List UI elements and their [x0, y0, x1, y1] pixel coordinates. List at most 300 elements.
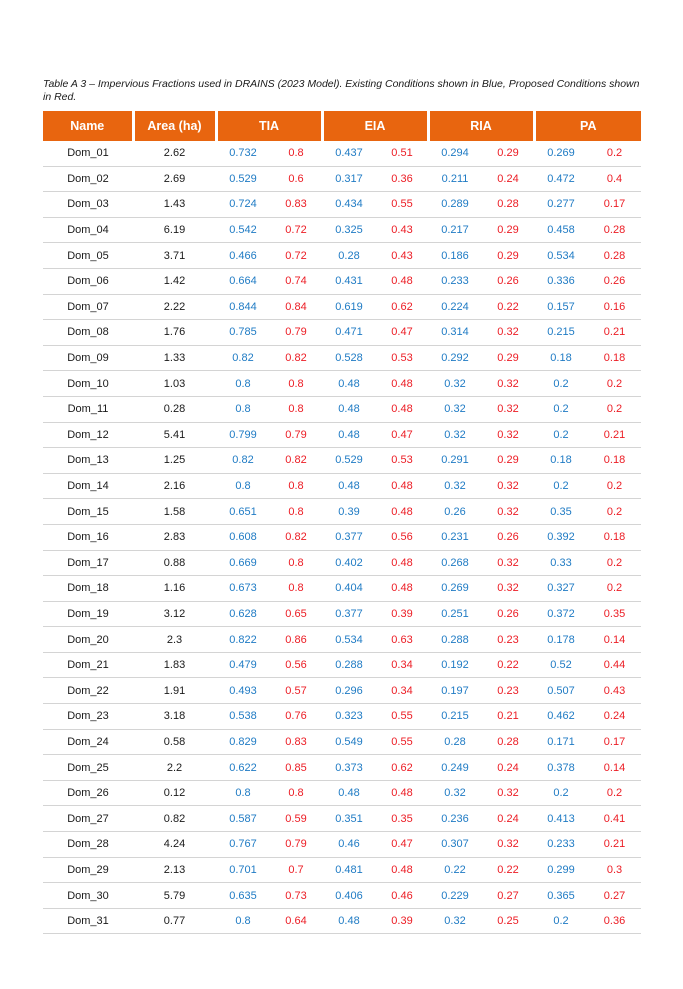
ria-proposed-cell: 0.29 [482, 345, 534, 371]
table-row [43, 524, 641, 550]
tia-existing-cell: 0.466 [216, 243, 270, 269]
name-cell: Dom_08 [43, 320, 133, 346]
pa-proposed-cell: 0.24 [588, 704, 641, 730]
eia-existing-cell: 0.46 [322, 832, 376, 858]
tia-proposed-cell: 0.7 [270, 857, 322, 883]
area-cell: 2.3 [133, 627, 216, 653]
name-cell: Dom_24 [43, 729, 133, 755]
pa-proposed-cell: 0.17 [588, 192, 641, 218]
ria-proposed-cell: 0.32 [482, 576, 534, 602]
tia-proposed-cell: 0.74 [270, 268, 322, 294]
table-row [43, 396, 641, 422]
tia-existing-cell: 0.767 [216, 832, 270, 858]
table-row [43, 473, 641, 499]
ria-existing-cell: 0.229 [428, 883, 482, 909]
name-cell: Dom_09 [43, 345, 133, 371]
tia-proposed-cell: 0.79 [270, 832, 322, 858]
table-row [43, 832, 641, 858]
tia-proposed-cell: 0.57 [270, 678, 322, 704]
eia-proposed-cell: 0.35 [376, 806, 428, 832]
pa-existing-cell: 0.18 [534, 448, 588, 474]
name-cell: Dom_02 [43, 166, 133, 192]
eia-existing-cell: 0.549 [322, 729, 376, 755]
pa-existing-cell: 0.233 [534, 832, 588, 858]
eia-existing-cell: 0.288 [322, 652, 376, 678]
ria-proposed-cell: 0.28 [482, 729, 534, 755]
ria-proposed-cell: 0.32 [482, 371, 534, 397]
area-cell: 2.22 [133, 294, 216, 320]
pa-proposed-cell: 0.36 [588, 908, 641, 934]
eia-existing-cell: 0.48 [322, 908, 376, 934]
area-cell: 0.77 [133, 908, 216, 934]
ria-existing-cell: 0.32 [428, 371, 482, 397]
tia-proposed-cell: 0.8 [270, 141, 322, 166]
pa-existing-cell: 0.33 [534, 550, 588, 576]
tia-proposed-cell: 0.8 [270, 499, 322, 525]
eia-existing-cell: 0.28 [322, 243, 376, 269]
eia-existing-cell: 0.528 [322, 345, 376, 371]
eia-existing-cell: 0.619 [322, 294, 376, 320]
pa-existing-cell: 0.215 [534, 320, 588, 346]
eia-proposed-cell: 0.47 [376, 320, 428, 346]
eia-existing-cell: 0.377 [322, 601, 376, 627]
tia-existing-cell: 0.8 [216, 780, 270, 806]
tia-proposed-cell: 0.64 [270, 908, 322, 934]
tia-existing-cell: 0.628 [216, 601, 270, 627]
pa-proposed-cell: 0.35 [588, 601, 641, 627]
ria-proposed-cell: 0.22 [482, 857, 534, 883]
eia-proposed-cell: 0.48 [376, 473, 428, 499]
eia-existing-cell: 0.529 [322, 448, 376, 474]
table-row [43, 217, 641, 243]
ria-proposed-cell: 0.24 [482, 806, 534, 832]
table-row [43, 550, 641, 576]
pa-proposed-cell: 0.18 [588, 345, 641, 371]
name-cell: Dom_21 [43, 652, 133, 678]
ria-existing-cell: 0.269 [428, 576, 482, 602]
ria-proposed-cell: 0.26 [482, 601, 534, 627]
ria-existing-cell: 0.314 [428, 320, 482, 346]
pa-proposed-cell: 0.43 [588, 678, 641, 704]
area-cell: 1.58 [133, 499, 216, 525]
name-cell: Dom_03 [43, 192, 133, 218]
ria-existing-cell: 0.249 [428, 755, 482, 781]
area-cell: 3.12 [133, 601, 216, 627]
ria-proposed-cell: 0.29 [482, 448, 534, 474]
ria-existing-cell: 0.22 [428, 857, 482, 883]
pa-proposed-cell: 0.2 [588, 499, 641, 525]
pa-existing-cell: 0.534 [534, 243, 588, 269]
eia-proposed-cell: 0.39 [376, 908, 428, 934]
pa-existing-cell: 0.378 [534, 755, 588, 781]
eia-proposed-cell: 0.48 [376, 371, 428, 397]
tia-existing-cell: 0.479 [216, 652, 270, 678]
name-cell: Dom_28 [43, 832, 133, 858]
table-row [43, 576, 641, 602]
eia-proposed-cell: 0.34 [376, 678, 428, 704]
area-cell: 1.16 [133, 576, 216, 602]
eia-proposed-cell: 0.55 [376, 729, 428, 755]
header-eia: EIA [322, 111, 428, 141]
eia-proposed-cell: 0.39 [376, 601, 428, 627]
pa-proposed-cell: 0.14 [588, 755, 641, 781]
tia-existing-cell: 0.701 [216, 857, 270, 883]
ria-existing-cell: 0.32 [428, 422, 482, 448]
ria-existing-cell: 0.231 [428, 524, 482, 550]
area-cell: 2.62 [133, 141, 216, 166]
tia-proposed-cell: 0.8 [270, 396, 322, 422]
name-cell: Dom_31 [43, 908, 133, 934]
eia-proposed-cell: 0.48 [376, 268, 428, 294]
eia-existing-cell: 0.39 [322, 499, 376, 525]
name-cell: Dom_27 [43, 806, 133, 832]
pa-proposed-cell: 0.4 [588, 166, 641, 192]
ria-proposed-cell: 0.26 [482, 524, 534, 550]
ria-existing-cell: 0.236 [428, 806, 482, 832]
tia-proposed-cell: 0.85 [270, 755, 322, 781]
tia-proposed-cell: 0.82 [270, 345, 322, 371]
eia-proposed-cell: 0.48 [376, 576, 428, 602]
ria-proposed-cell: 0.24 [482, 166, 534, 192]
pa-existing-cell: 0.336 [534, 268, 588, 294]
tia-existing-cell: 0.651 [216, 499, 270, 525]
name-cell: Dom_11 [43, 396, 133, 422]
eia-existing-cell: 0.377 [322, 524, 376, 550]
table-row [43, 883, 641, 909]
tia-existing-cell: 0.844 [216, 294, 270, 320]
header-tia: TIA [216, 111, 322, 141]
ria-proposed-cell: 0.22 [482, 652, 534, 678]
tia-proposed-cell: 0.56 [270, 652, 322, 678]
eia-existing-cell: 0.471 [322, 320, 376, 346]
pa-existing-cell: 0.392 [534, 524, 588, 550]
tia-proposed-cell: 0.79 [270, 422, 322, 448]
tia-proposed-cell: 0.82 [270, 524, 322, 550]
table-row [43, 678, 641, 704]
name-cell: Dom_23 [43, 704, 133, 730]
ria-existing-cell: 0.233 [428, 268, 482, 294]
eia-proposed-cell: 0.55 [376, 192, 428, 218]
table-row [43, 192, 641, 218]
ria-proposed-cell: 0.29 [482, 243, 534, 269]
table-row [43, 499, 641, 525]
tia-existing-cell: 0.799 [216, 422, 270, 448]
name-cell: Dom_25 [43, 755, 133, 781]
eia-existing-cell: 0.48 [322, 396, 376, 422]
table-caption: Table A 3 – Impervious Fractions used in DRAINS (2023 Model). Existing Conditions shown in Blue, Proposed Conditions shown in Red. [43, 78, 640, 103]
ria-existing-cell: 0.197 [428, 678, 482, 704]
tia-existing-cell: 0.493 [216, 678, 270, 704]
tia-existing-cell: 0.8 [216, 396, 270, 422]
pa-existing-cell: 0.299 [534, 857, 588, 883]
ria-existing-cell: 0.291 [428, 448, 482, 474]
tia-existing-cell: 0.542 [216, 217, 270, 243]
area-cell: 0.82 [133, 806, 216, 832]
ria-proposed-cell: 0.32 [482, 396, 534, 422]
area-cell: 1.03 [133, 371, 216, 397]
eia-proposed-cell: 0.48 [376, 396, 428, 422]
eia-proposed-cell: 0.36 [376, 166, 428, 192]
eia-existing-cell: 0.296 [322, 678, 376, 704]
tia-existing-cell: 0.538 [216, 704, 270, 730]
table-row [43, 166, 641, 192]
eia-proposed-cell: 0.48 [376, 857, 428, 883]
name-cell: Dom_05 [43, 243, 133, 269]
pa-proposed-cell: 0.2 [588, 576, 641, 602]
tia-existing-cell: 0.587 [216, 806, 270, 832]
tia-proposed-cell: 0.73 [270, 883, 322, 909]
name-cell: Dom_14 [43, 473, 133, 499]
area-cell: 5.79 [133, 883, 216, 909]
tia-proposed-cell: 0.72 [270, 243, 322, 269]
name-cell: Dom_07 [43, 294, 133, 320]
pa-proposed-cell: 0.21 [588, 422, 641, 448]
ria-existing-cell: 0.28 [428, 729, 482, 755]
pa-existing-cell: 0.2 [534, 396, 588, 422]
pa-proposed-cell: 0.17 [588, 729, 641, 755]
area-cell: 6.19 [133, 217, 216, 243]
ria-existing-cell: 0.251 [428, 601, 482, 627]
name-cell: Dom_12 [43, 422, 133, 448]
ria-proposed-cell: 0.22 [482, 294, 534, 320]
name-cell: Dom_30 [43, 883, 133, 909]
pa-proposed-cell: 0.2 [588, 396, 641, 422]
pa-proposed-cell: 0.3 [588, 857, 641, 883]
name-cell: Dom_20 [43, 627, 133, 653]
pa-proposed-cell: 0.21 [588, 832, 641, 858]
ria-proposed-cell: 0.32 [482, 780, 534, 806]
table-row [43, 243, 641, 269]
pa-proposed-cell: 0.2 [588, 141, 641, 166]
pa-proposed-cell: 0.14 [588, 627, 641, 653]
tia-existing-cell: 0.8 [216, 473, 270, 499]
table-header-row [43, 111, 641, 141]
eia-proposed-cell: 0.47 [376, 832, 428, 858]
table-row [43, 780, 641, 806]
pa-existing-cell: 0.2 [534, 371, 588, 397]
area-cell: 4.24 [133, 832, 216, 858]
name-cell: Dom_04 [43, 217, 133, 243]
area-cell: 2.83 [133, 524, 216, 550]
pa-proposed-cell: 0.2 [588, 473, 641, 499]
eia-proposed-cell: 0.53 [376, 448, 428, 474]
name-cell: Dom_17 [43, 550, 133, 576]
ria-proposed-cell: 0.29 [482, 141, 534, 166]
eia-proposed-cell: 0.48 [376, 550, 428, 576]
tia-existing-cell: 0.669 [216, 550, 270, 576]
eia-existing-cell: 0.48 [322, 422, 376, 448]
tia-existing-cell: 0.8 [216, 371, 270, 397]
pa-proposed-cell: 0.44 [588, 652, 641, 678]
eia-existing-cell: 0.481 [322, 857, 376, 883]
ria-existing-cell: 0.211 [428, 166, 482, 192]
table-row [43, 345, 641, 371]
table-row [43, 857, 641, 883]
area-cell: 2.16 [133, 473, 216, 499]
pa-existing-cell: 0.277 [534, 192, 588, 218]
name-cell: Dom_29 [43, 857, 133, 883]
tia-proposed-cell: 0.82 [270, 448, 322, 474]
eia-proposed-cell: 0.62 [376, 755, 428, 781]
pa-existing-cell: 0.35 [534, 499, 588, 525]
ria-existing-cell: 0.307 [428, 832, 482, 858]
ria-proposed-cell: 0.32 [482, 422, 534, 448]
area-cell: 0.58 [133, 729, 216, 755]
eia-proposed-cell: 0.43 [376, 217, 428, 243]
pa-existing-cell: 0.327 [534, 576, 588, 602]
eia-existing-cell: 0.48 [322, 371, 376, 397]
ria-existing-cell: 0.289 [428, 192, 482, 218]
tia-proposed-cell: 0.8 [270, 473, 322, 499]
eia-proposed-cell: 0.48 [376, 499, 428, 525]
tia-proposed-cell: 0.8 [270, 780, 322, 806]
ria-existing-cell: 0.32 [428, 473, 482, 499]
name-cell: Dom_18 [43, 576, 133, 602]
table-row [43, 371, 641, 397]
pa-existing-cell: 0.2 [534, 422, 588, 448]
area-cell: 1.42 [133, 268, 216, 294]
name-cell: Dom_16 [43, 524, 133, 550]
pa-existing-cell: 0.157 [534, 294, 588, 320]
tia-proposed-cell: 0.8 [270, 371, 322, 397]
area-cell: 5.41 [133, 422, 216, 448]
pa-existing-cell: 0.372 [534, 601, 588, 627]
header-pa: PA [534, 111, 641, 141]
eia-proposed-cell: 0.55 [376, 704, 428, 730]
pa-proposed-cell: 0.16 [588, 294, 641, 320]
ria-existing-cell: 0.192 [428, 652, 482, 678]
ria-proposed-cell: 0.24 [482, 755, 534, 781]
ria-proposed-cell: 0.32 [482, 832, 534, 858]
tia-existing-cell: 0.829 [216, 729, 270, 755]
ria-proposed-cell: 0.27 [482, 883, 534, 909]
ria-proposed-cell: 0.21 [482, 704, 534, 730]
tia-existing-cell: 0.529 [216, 166, 270, 192]
area-cell: 1.91 [133, 678, 216, 704]
ria-existing-cell: 0.288 [428, 627, 482, 653]
table-row [43, 268, 641, 294]
area-cell: 3.18 [133, 704, 216, 730]
eia-existing-cell: 0.434 [322, 192, 376, 218]
ria-proposed-cell: 0.32 [482, 473, 534, 499]
pa-existing-cell: 0.171 [534, 729, 588, 755]
tia-existing-cell: 0.82 [216, 345, 270, 371]
table-row [43, 704, 641, 730]
ria-existing-cell: 0.292 [428, 345, 482, 371]
tia-existing-cell: 0.785 [216, 320, 270, 346]
ria-existing-cell: 0.294 [428, 141, 482, 166]
pa-existing-cell: 0.413 [534, 806, 588, 832]
pa-existing-cell: 0.2 [534, 473, 588, 499]
pa-existing-cell: 0.2 [534, 908, 588, 934]
eia-existing-cell: 0.404 [322, 576, 376, 602]
ria-proposed-cell: 0.28 [482, 192, 534, 218]
ria-existing-cell: 0.186 [428, 243, 482, 269]
pa-proposed-cell: 0.2 [588, 780, 641, 806]
impervious-fractions-table [43, 111, 641, 934]
ria-proposed-cell: 0.25 [482, 908, 534, 934]
pa-proposed-cell: 0.18 [588, 448, 641, 474]
area-cell: 0.28 [133, 396, 216, 422]
tia-proposed-cell: 0.76 [270, 704, 322, 730]
ria-existing-cell: 0.215 [428, 704, 482, 730]
eia-existing-cell: 0.534 [322, 627, 376, 653]
eia-existing-cell: 0.351 [322, 806, 376, 832]
name-cell: Dom_22 [43, 678, 133, 704]
eia-existing-cell: 0.373 [322, 755, 376, 781]
eia-proposed-cell: 0.43 [376, 243, 428, 269]
ria-proposed-cell: 0.23 [482, 678, 534, 704]
ria-existing-cell: 0.268 [428, 550, 482, 576]
table-row [43, 601, 641, 627]
pa-proposed-cell: 0.2 [588, 371, 641, 397]
tia-proposed-cell: 0.84 [270, 294, 322, 320]
pa-existing-cell: 0.462 [534, 704, 588, 730]
eia-proposed-cell: 0.48 [376, 780, 428, 806]
pa-existing-cell: 0.18 [534, 345, 588, 371]
name-cell: Dom_10 [43, 371, 133, 397]
eia-existing-cell: 0.325 [322, 217, 376, 243]
pa-proposed-cell: 0.26 [588, 268, 641, 294]
eia-existing-cell: 0.317 [322, 166, 376, 192]
ria-existing-cell: 0.32 [428, 908, 482, 934]
tia-proposed-cell: 0.8 [270, 550, 322, 576]
area-cell: 1.83 [133, 652, 216, 678]
ria-proposed-cell: 0.32 [482, 550, 534, 576]
area-cell: 0.88 [133, 550, 216, 576]
tia-existing-cell: 0.724 [216, 192, 270, 218]
tia-existing-cell: 0.622 [216, 755, 270, 781]
table-row [43, 141, 641, 166]
pa-existing-cell: 0.472 [534, 166, 588, 192]
tia-existing-cell: 0.822 [216, 627, 270, 653]
eia-existing-cell: 0.323 [322, 704, 376, 730]
tia-proposed-cell: 0.65 [270, 601, 322, 627]
table-row [43, 908, 641, 934]
area-cell: 1.43 [133, 192, 216, 218]
area-cell: 2.13 [133, 857, 216, 883]
table-row [43, 755, 641, 781]
name-cell: Dom_19 [43, 601, 133, 627]
table-row [43, 806, 641, 832]
pa-existing-cell: 0.2 [534, 780, 588, 806]
eia-proposed-cell: 0.47 [376, 422, 428, 448]
pa-proposed-cell: 0.28 [588, 243, 641, 269]
area-cell: 1.25 [133, 448, 216, 474]
eia-proposed-cell: 0.46 [376, 883, 428, 909]
header-name: Name [43, 111, 133, 141]
ria-existing-cell: 0.32 [428, 396, 482, 422]
tia-proposed-cell: 0.72 [270, 217, 322, 243]
tia-proposed-cell: 0.79 [270, 320, 322, 346]
tia-existing-cell: 0.82 [216, 448, 270, 474]
name-cell: Dom_13 [43, 448, 133, 474]
eia-existing-cell: 0.402 [322, 550, 376, 576]
tia-existing-cell: 0.635 [216, 883, 270, 909]
tia-existing-cell: 0.664 [216, 268, 270, 294]
tia-proposed-cell: 0.86 [270, 627, 322, 653]
pa-existing-cell: 0.507 [534, 678, 588, 704]
pa-existing-cell: 0.365 [534, 883, 588, 909]
area-cell: 2.2 [133, 755, 216, 781]
area-cell: 2.69 [133, 166, 216, 192]
pa-existing-cell: 0.52 [534, 652, 588, 678]
area-cell: 3.71 [133, 243, 216, 269]
area-cell: 1.76 [133, 320, 216, 346]
table-body [43, 141, 641, 934]
header-area: Area (ha) [133, 111, 216, 141]
pa-existing-cell: 0.269 [534, 141, 588, 166]
